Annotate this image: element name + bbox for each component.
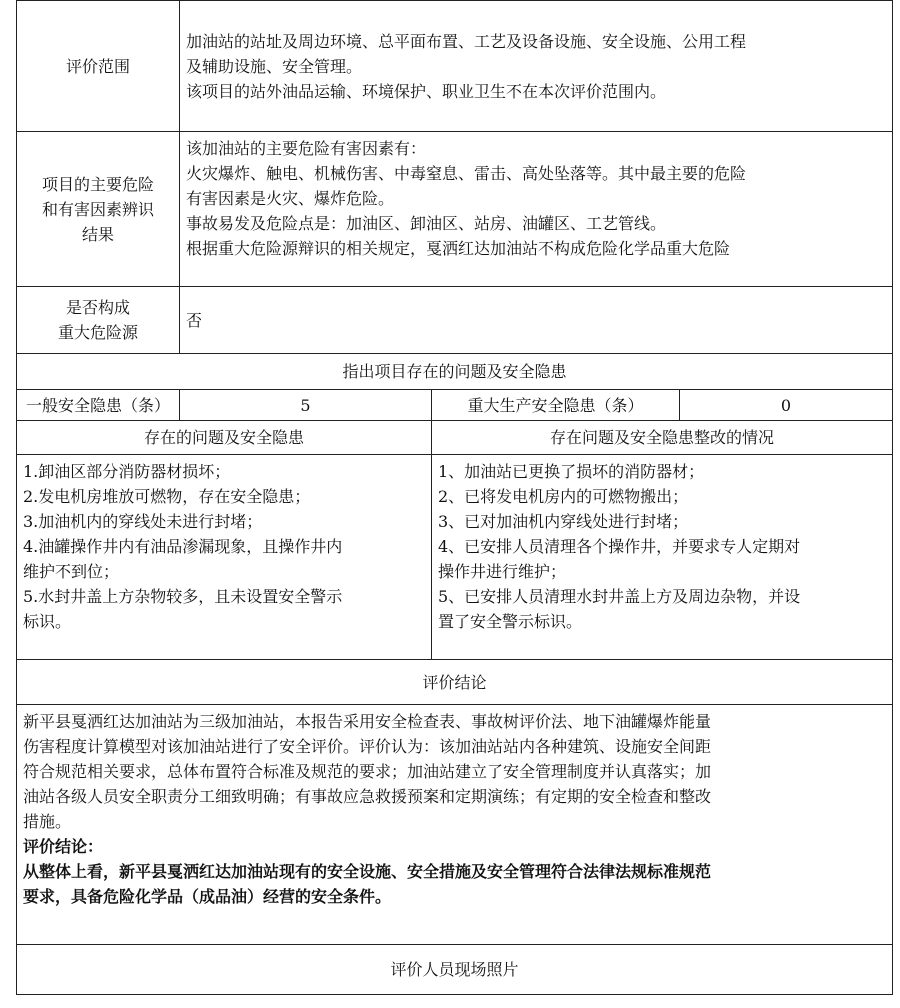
conclusion-body <box>17 705 893 945</box>
issues-detail-row <box>17 455 893 660</box>
general-hazard-label: 一般安全隐患（条） <box>17 390 180 421</box>
photos-title-row <box>17 945 893 995</box>
conclusion-line: 伤害程度计算模型对该加油站进行了安全评价。评价认为：该加油站站内各种建筑、设施安全间距 <box>23 737 712 756</box>
hazards-line: 火灾爆炸、触电、机械伤害、中毒窒息、雷击、高处坠落等。其中最主要的危险 <box>186 164 747 183</box>
issue-item: 维护不到位； <box>23 562 120 581</box>
rectification-item: 2、已将发电机房内的可燃物搬出； <box>438 487 689 506</box>
hazards-line: 该加油站的主要危险有害因素有： <box>186 139 427 158</box>
scope-label: 评价范围 <box>17 1 180 132</box>
rectification-item: 操作井进行维护； <box>438 562 567 581</box>
scope-row <box>17 1 893 132</box>
hazards-line: 根据重大危险源辩识的相关规定，戛洒红达加油站不构成危险化学品重大危险 <box>186 239 731 258</box>
rectification-column-header: 存在问题及安全隐患整改的情况 <box>432 421 893 455</box>
conclusion-title-row <box>17 660 893 705</box>
hazards-label <box>17 132 180 287</box>
major-hazard-value: 否 <box>180 287 893 354</box>
major-hazard-label <box>17 287 180 354</box>
conclusion-line: 措施。 <box>23 812 72 831</box>
conclusion-bold-line: 从整体上看，新平县戛洒红达加油站现有的安全设施、安全措施及安全管理符合法律法规标准规范 <box>23 862 712 881</box>
issues-count-row <box>17 390 893 421</box>
scope-line: 加油站的站址及周边环境、总平面布置、工艺及设备设施、安全设施、公用工程 <box>186 31 747 51</box>
hazards-content <box>180 132 893 287</box>
conclusion-line: 符合规范相关要求，总体布置符合标准及规范的要求；加油站建立了安全管理制度并认真落实；加 <box>23 762 712 781</box>
major-hazard-row <box>17 287 893 354</box>
rectification-item: 3、已对加油机内穿线处进行封堵； <box>438 512 689 531</box>
conclusion-line: 油站各级人员安全职责分工细致明确；有事故应急救援预案和定期演练；有定期的安全检查和整改 <box>23 787 712 806</box>
issue-item: 5.水封井盖上方杂物较多，且未设置安全警示 <box>23 587 343 606</box>
issue-item: 标识。 <box>23 612 72 631</box>
major-hazard-label-line: 是否构成 <box>65 298 130 317</box>
issue-item: 3.加油机内的穿线处未进行封堵； <box>23 512 263 531</box>
issues-title: 指出项目存在的问题及安全隐患 <box>17 354 893 390</box>
conclusion-line: 新平县戛洒红达加油站为三级加油站，本报告采用安全检查表、事故树评价法、地下油罐爆炸能量 <box>23 712 712 731</box>
issues-header-row <box>17 421 893 455</box>
hazards-label-line: 项目的主要危险 <box>41 174 154 194</box>
issues-title-row <box>17 354 893 390</box>
conclusion-title: 评价结论 <box>17 660 893 705</box>
rectification-list <box>432 455 893 660</box>
hazards-line: 事故易发及危险点是：加油区、卸油区、站房、油罐区、工艺管线。 <box>186 214 667 233</box>
scope-content <box>180 1 893 132</box>
scope-line: 及辅助设施、安全管理。 <box>186 56 363 76</box>
issue-item: 1.卸油区部分消防器材损坏； <box>23 462 231 481</box>
issue-item: 4.油罐操作井内有油品渗漏现象，且操作井内 <box>23 537 343 556</box>
rectification-item: 5、已安排人员清理水封井盖上方及周边杂物，并设 <box>438 587 801 606</box>
scope-line: 该项目的站外油品运输、环境保护、职业卫生不在本次评价范围内。 <box>186 81 667 101</box>
rectification-item: 1、加油站已更换了损坏的消防器材； <box>438 462 705 481</box>
hazards-row <box>17 132 893 287</box>
rectification-item: 4、已安排人员清理各个操作井，并要求专人定期对 <box>438 537 801 556</box>
conclusion-row <box>17 705 893 945</box>
general-hazard-count: 5 <box>180 390 432 421</box>
evaluation-summary-table <box>16 0 893 995</box>
issues-list <box>17 455 432 660</box>
rectification-item: 置了安全警示标识。 <box>438 612 583 631</box>
conclusion-bold-heading: 评价结论： <box>23 837 104 856</box>
major-hazard-label-line: 重大危险源 <box>57 323 138 342</box>
major-hazard-count-label: 重大生产安全隐患（条） <box>432 390 680 421</box>
hazards-label-line: 和有害因素辨识 <box>41 199 154 219</box>
hazards-label-line: 结果 <box>81 224 114 244</box>
issues-column-header: 存在的问题及安全隐患 <box>17 421 432 455</box>
conclusion-bold-line: 要求，具备危险化学品（成品油）经营的安全条件。 <box>23 887 392 906</box>
major-hazard-count: 0 <box>680 390 893 421</box>
hazards-line: 有害因素是火灾、爆炸危险。 <box>186 189 395 208</box>
photos-title: 评价人员现场照片 <box>17 945 893 995</box>
issue-item: 2.发电机房堆放可燃物，存在安全隐患； <box>23 487 311 506</box>
